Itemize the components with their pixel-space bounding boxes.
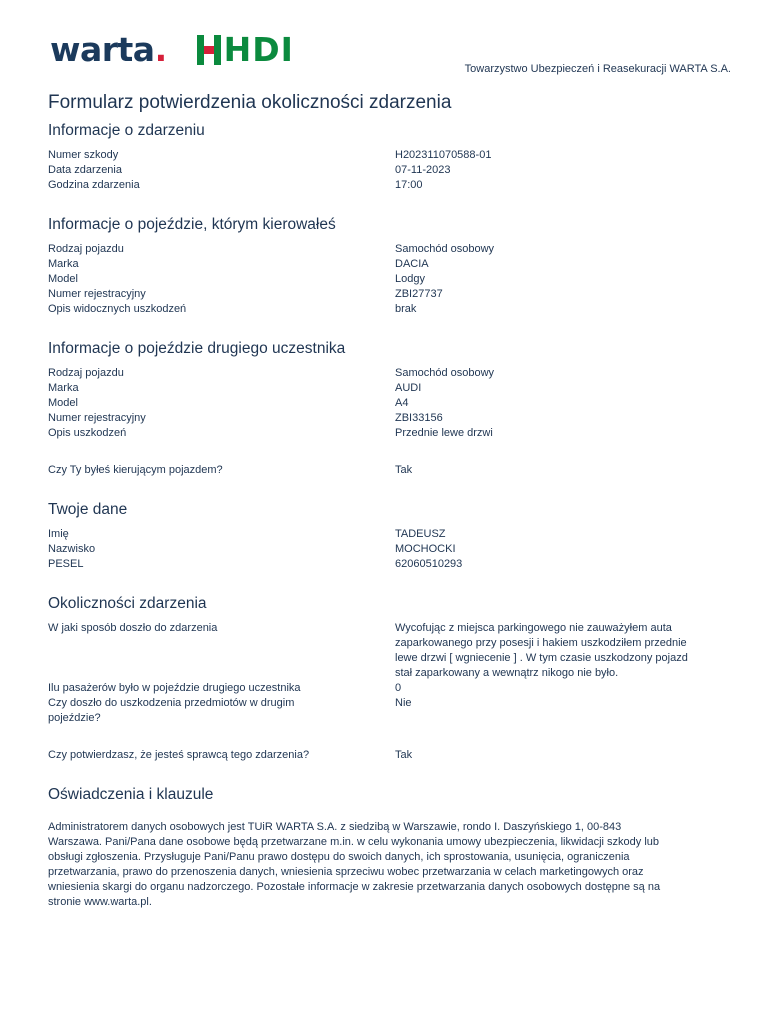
- field-row: [48, 257, 708, 272]
- page-title: Formularz potwierdzenia okoliczności zdarzenia: [48, 92, 452, 113]
- warta-logo: [50, 30, 167, 70]
- field-label: Imię: [48, 528, 69, 540]
- field-value: Tak: [395, 464, 413, 476]
- field-value: Samochód osobowy: [395, 243, 495, 255]
- field-value: 17:00: [395, 179, 423, 191]
- field-value: Lodgy: [395, 273, 425, 285]
- field-row: [48, 621, 708, 681]
- field-row: [48, 411, 708, 426]
- field-row: [48, 396, 708, 411]
- perpetrator-row: [48, 748, 708, 763]
- field-row: [48, 302, 708, 317]
- privacy-clause: Administratorem danych osobowych jest TUiR WARTA S.A. z siedzibą w Warszawie, rondo I. Daszyńskiego 1, 00-843 Warszawa. Pani/Pana dane osobowe będą przetwarzane m.in. w celu wykonania umowy ubezpieczenia, likwidacji szkody lub obsługi zgłoszenia. Przysługuje Pani/Panu prawo dostępu do swoich danych, ich sprostowania, usunięcia, ograniczenia przetwarzania, prawo do przenoszenia danych, wniesienia sprzeciwu wobec przetwarzania w celach marketingowych oraz wniesienia skargi do organu nadzorczego. Pozostałe informacje w zakresie przetwarzania danych osobowych dostępne są na stronie www.warta.pl.: [48, 821, 661, 908]
- own-vehicle-heading: Informacje o pojeździe, którym kierowałeś: [48, 216, 336, 233]
- incident-section: [48, 120, 708, 193]
- clauses-heading: Oświadczenia i klauzule: [48, 786, 214, 803]
- field-row: [48, 527, 708, 542]
- field-value: brak: [395, 303, 417, 315]
- field-label: Numer rejestracyjny: [48, 412, 146, 424]
- circumstances-heading: Okoliczności zdarzenia: [48, 595, 207, 612]
- field-row: [48, 696, 708, 726]
- field-value: AUDI: [395, 382, 422, 394]
- field-label: Czy doszło do uszkodzenia przedmiotów w drugim pojeździe?: [48, 697, 295, 724]
- field-value: H202311070588-01: [395, 149, 492, 161]
- field-value: Nie: [395, 697, 412, 709]
- field-label: W jaki sposób doszło do zdarzenia: [48, 622, 218, 634]
- field-value: A4: [395, 397, 409, 409]
- field-label: Opis widocznych uszkodzeń: [48, 303, 187, 315]
- field-label: Opis uszkodzeń: [48, 427, 127, 439]
- field-row: [48, 542, 708, 557]
- field-value: Przednie lewe drzwi: [395, 427, 493, 439]
- field-row: [48, 272, 708, 287]
- field-label: PESEL: [48, 558, 84, 570]
- field-row: [48, 366, 708, 381]
- field-label: Godzina zdarzenia: [48, 179, 140, 191]
- field-label: Rodzaj pojazdu: [48, 243, 124, 255]
- field-label: Czy potwierdzasz, że jesteś sprawcą tego zdarzenia?: [48, 749, 310, 761]
- field-value: 0: [395, 682, 402, 694]
- field-value: MOCHOCKI: [395, 543, 456, 555]
- logos: [50, 30, 294, 70]
- field-label: Numer rejestracyjny: [48, 288, 146, 300]
- circumstances-section: [48, 593, 708, 763]
- field-row: [48, 148, 708, 163]
- field-value: Wycofując z miejsca parkingowego nie zauważyłem auta zaparkowanego przy posesji i hakiem uszkodziłem przednie lewe drzwi [ wgniecenie ] . W tym czasie uszkodzony pojazd stał zaparkowany a wewnątrz nikogo nie było.: [395, 622, 688, 679]
- hdi-logo: [197, 30, 294, 70]
- warta-logo-text: warta: [50, 30, 155, 69]
- field-row: [48, 557, 708, 572]
- field-label: Data zdarzenia: [48, 164, 122, 176]
- company-name: Towarzystwo Ubezpieczeń i Reasekuracji WARTA S.A.: [464, 63, 731, 75]
- field-value: Tak: [395, 749, 413, 761]
- field-value: 62060510293: [395, 558, 463, 570]
- warta-logo-dot: .: [154, 30, 167, 69]
- driver-question-row: [48, 463, 708, 478]
- field-label: Marka: [48, 258, 79, 270]
- field-label: Marka: [48, 382, 79, 394]
- field-label: Nazwisko: [48, 543, 96, 555]
- field-label: Czy Ty byłeś kierującym pojazdem?: [48, 464, 223, 476]
- field-value: 07-11-2023: [395, 164, 451, 176]
- field-row: [48, 381, 708, 396]
- field-label: Model: [48, 273, 78, 285]
- clauses-section: [48, 784, 708, 910]
- personal-heading: Twoje dane: [48, 501, 128, 518]
- field-row: [48, 681, 708, 696]
- field-row: [48, 426, 708, 441]
- field-label: Rodzaj pojazdu: [48, 367, 124, 379]
- incident-heading: Informacje o zdarzeniu: [48, 122, 205, 139]
- field-value: DACIA: [395, 258, 429, 270]
- field-row: [48, 287, 708, 302]
- field-row: [48, 178, 708, 193]
- field-row: [48, 242, 708, 257]
- hdi-h-icon: [197, 35, 221, 65]
- other-vehicle-heading: Informacje o pojeździe drugiego uczestnika: [48, 340, 346, 357]
- field-value: TADEUSZ: [395, 528, 446, 540]
- field-label: Numer szkody: [48, 149, 119, 161]
- hdi-logo-text: HDI: [223, 30, 294, 69]
- field-value: ZBI27737: [395, 288, 443, 300]
- field-value: ZBI33156: [395, 412, 443, 424]
- personal-section: [48, 499, 708, 572]
- other-vehicle-section: [48, 338, 708, 478]
- field-value: Samochód osobowy: [395, 367, 495, 379]
- field-label: Model: [48, 397, 78, 409]
- field-row: [48, 163, 708, 178]
- form-content: [48, 90, 708, 910]
- field-label: Ilu pasażerów było w pojeździe drugiego uczestnika: [48, 682, 301, 694]
- own-vehicle-section: [48, 214, 708, 317]
